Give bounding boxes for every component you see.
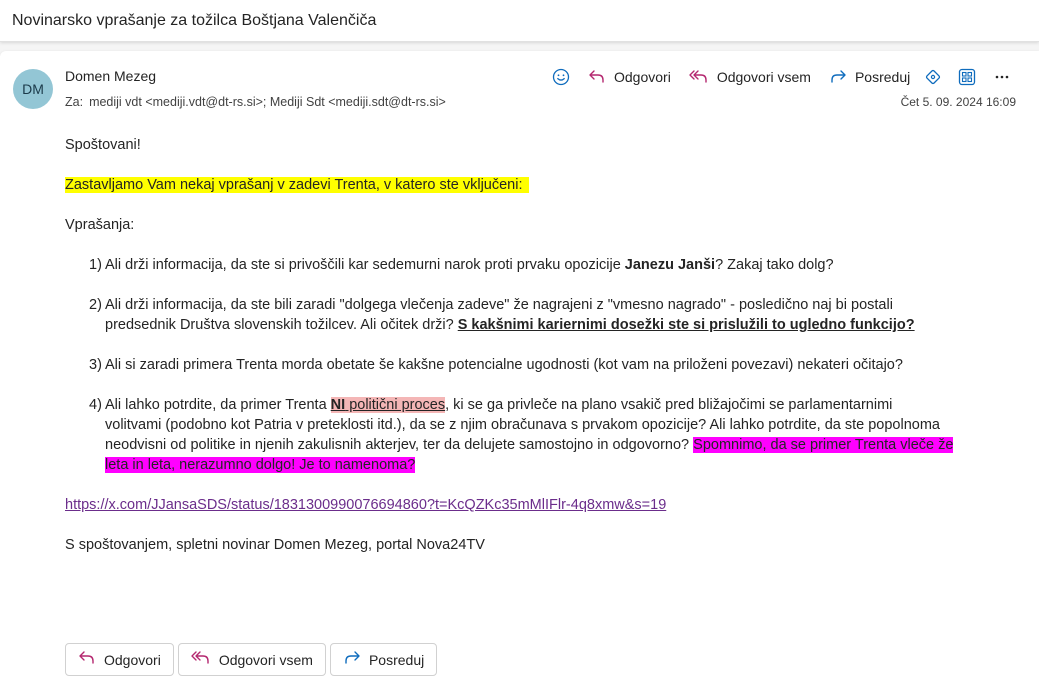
recipients[interactable]: mediji vdt <mediji.vdt@dt-rs.si>; Mediji Sdt <mediji.sdt@dt-rs.si> [89,95,446,109]
question-4-line-4: leta in leta, nerazumno dolgo! Je to namenoma? [105,457,416,473]
questions-heading: Vprašanja: [65,217,135,233]
reply-icon [588,69,606,85]
ellipsis-icon [994,69,1010,85]
subject-title: Novinarsko vprašanje za tožilca Boštjana Valenčiča [12,12,377,29]
question-2-number: 2) [89,297,102,313]
emoji-reaction-button[interactable] [552,68,570,86]
bottom-forward-button[interactable] [330,643,437,676]
bottom-forward-label: Posreduj [368,651,425,668]
forward-button[interactable] [829,69,910,85]
question-4-line-1: Ali lahko potrdite, da primer Trenta NI politični proces, ki se ga privleče na plano vsakič pred bližajočimi se parlamentarnimi [105,397,893,413]
bottom-actions [65,643,441,676]
apps-grid-icon [958,68,976,86]
avatar[interactable]: DM [13,69,53,109]
intro-highlighted [65,175,529,195]
smiley-icon [552,68,570,86]
message-card [0,51,1039,688]
apps-button[interactable] [958,68,976,86]
subject-header [0,0,1039,42]
forward-icon [829,69,847,85]
question-4-number: 4) [89,397,102,413]
reply-icon [78,650,104,669]
question-2-line-1: Ali drži informacija, da ste bili zaradi "dolgega vlečenja zadeve" že nagrajeni z "vmesno nagrado" - posledično naj bi postali [105,297,893,313]
to-label: Za: [65,95,84,109]
recipients-line [65,95,446,109]
question-1-text: Ali drži informacija, da ste si privoščili kar sedemurni narok proti prvaku opozicije Janezu Janši? Zakaj tako dolg? [105,257,834,273]
question-3-text: Ali si zaradi primera Trenta morda obetate še kakšne potencialne ugodnosti (kot vam na priloženi povezavi) nekateri očitajo? [105,357,903,373]
addin-button[interactable] [924,68,942,86]
intro-text: Zastavljamo Vam nekaj vprašanj v zadevi Trenta, v katero ste vključeni: [65,177,529,193]
bottom-reply-all-label: Odgovori vsem [218,651,313,668]
twitter-link[interactable]: https://x.com/JJansaSDS/status/1831300990076694860?t=KcQZKc35mMlIFlr-4q8xmw&s=19 [65,497,667,513]
reply-all-icon [191,650,219,669]
question-4-line-3: neodvisni od politike in njenih zakulisnih akterjev, ter da delujete samostojno in odgovorno? Spomnimo, da se primer Trenta vleče že [105,437,954,453]
signature: S spoštovanjem, spletni novinar Domen Mezeg, portal Nova24TV [65,537,485,553]
more-actions-button[interactable] [994,69,1010,85]
bottom-reply-all-button[interactable] [178,643,326,676]
sender-name[interactable]: Domen Mezeg [65,68,157,84]
reply-all-label: Odgovori vsem [716,69,811,85]
bottom-reply-button[interactable] [65,643,174,676]
question-2-line-2: predsednik Društva slovenskih tožilcev. Ali očitek drži? S kakšnimi kariernimi dosežki ste si prislužili to ugledno funkcijo? [105,317,915,333]
question-3-number: 3) [89,357,102,373]
question-1-number: 1) [89,257,102,273]
reply-button[interactable] [588,69,671,85]
reply-all-icon [689,69,709,85]
forward-label: Posreduj [854,69,911,85]
reply-label: Odgovori [614,69,671,85]
sent-date: Čet 5. 09. 2024 16:09 [900,95,1016,109]
forward-icon [343,650,369,669]
bottom-reply-label: Odgovori [104,651,161,668]
reply-all-button[interactable] [689,69,811,85]
greeting: Spoštovani! [65,137,141,153]
message-toolbar [552,65,1010,89]
question-4-line-2: volitvami (podobno kot Patria v preteklosti itd.), da se z njim obračunava s prvakom opozicije? Ali lahko potrdite, da ste popolnoma [105,417,940,433]
diamond-tag-icon [924,68,942,86]
